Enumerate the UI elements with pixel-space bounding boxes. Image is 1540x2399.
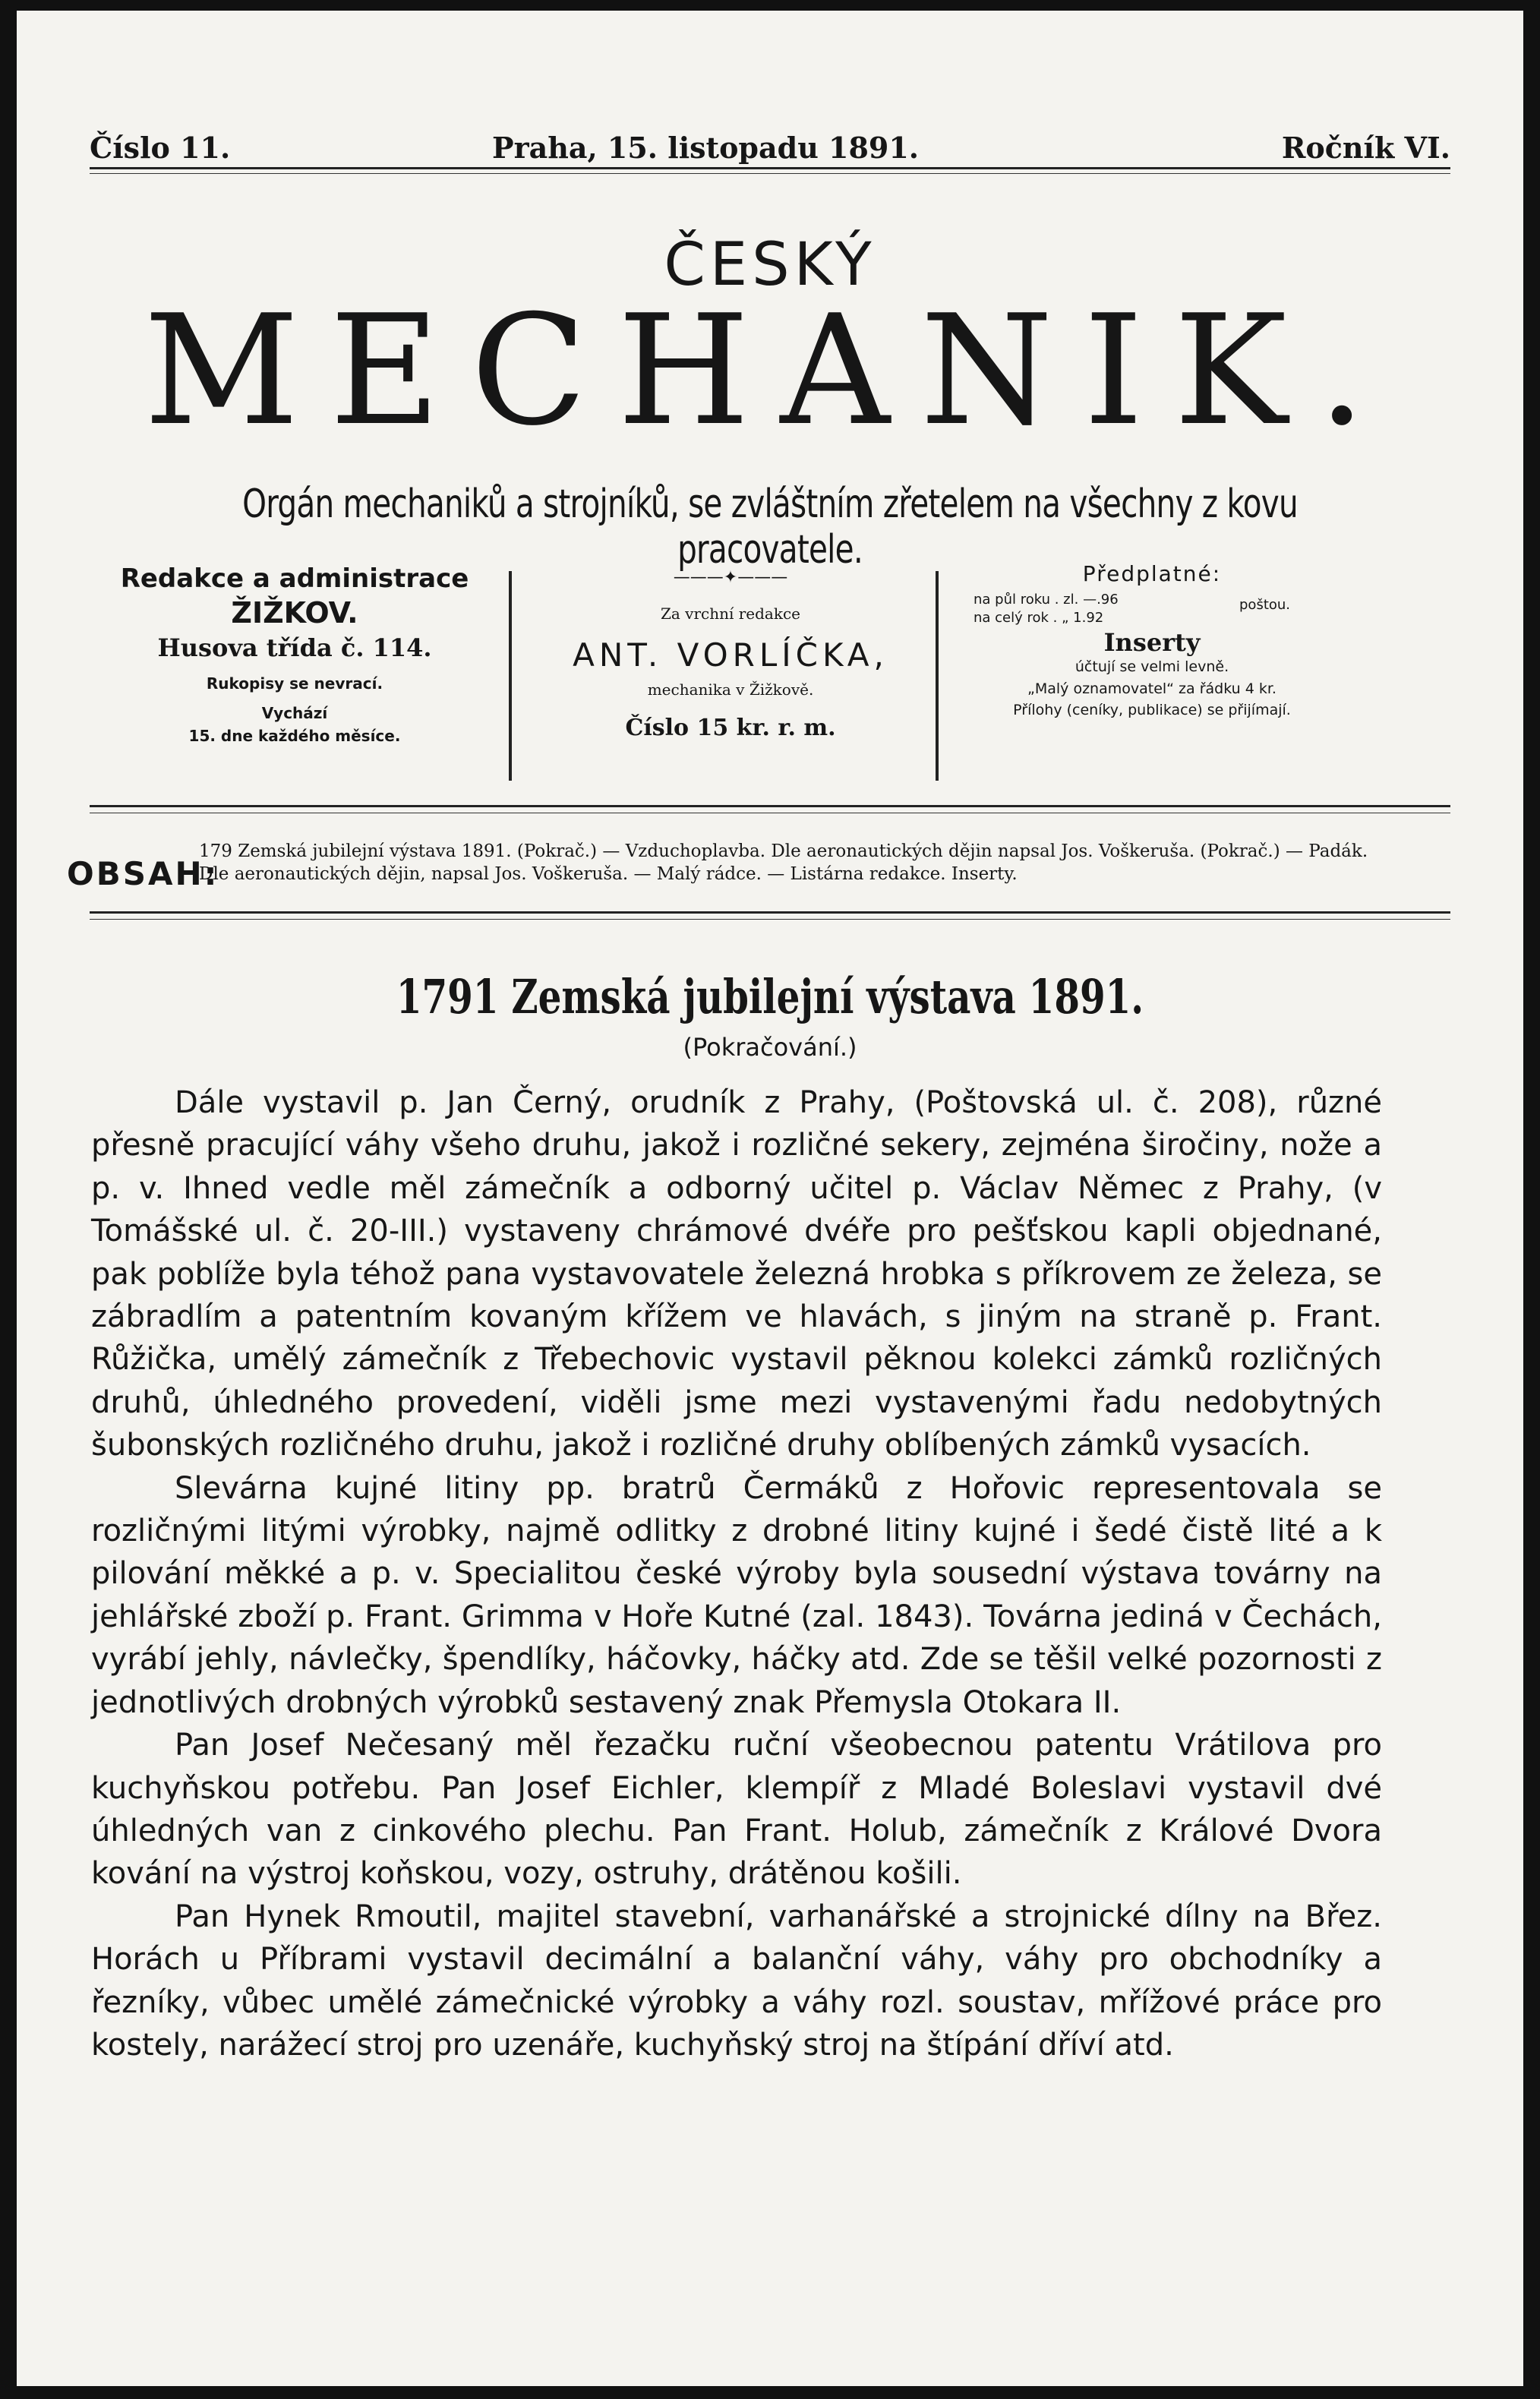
article-title: 1791 Zemská jubilejní výstava 1891.	[396, 969, 1144, 1024]
small-ads-note: „Malý oznamovatel“ za řádku 4 kr.	[1027, 680, 1276, 697]
admin-schedule-label: Vychází	[261, 704, 328, 722]
contents-text: 179 Zemská jubilejní výstava 1891. (Pokrač.) — Vzduchoplavba. Dle aeronautických dějin napsal Jos. Voškeruša. (Pokrač.) — Padák. Dle aeronautických dějin, napsal Jos. Voškeruša. — Malý rádce. — Listárna redakce. Inserty.	[199, 841, 1368, 884]
masthead-subtitle: Orgán mechaniků a strojníků, se zvláštním zřetelem na všechny z kovu pracovatele.	[242, 481, 1298, 573]
issue-price: Číslo 15 kr. r. m.	[625, 715, 836, 741]
article-paragraph: Pan Hynek Rmoutil, majitel stavební, varhanářské a strojnické dílny na Břez. Horách u Příbrami vystavil decimální a balanční váhy, váhy pro obchodníky a řezníky, vůbec umělé zámečnické výrobky a váhy rozl. soustav, mřížové práce pro kostely, narážecí stroj pro uzenáře, kuchyňský stroj na štípání dříví atd.	[91, 1899, 1382, 2063]
inserts-note: účtují se velmi levně.	[1075, 658, 1229, 675]
supplements-note: Přílohy (ceníky, publikace) se přijímají.	[1013, 702, 1291, 718]
column-divider-right	[936, 571, 939, 781]
admin-schedule-value: 15. dne každého měsíce.	[188, 727, 401, 745]
editor-name: ANT. VORLÍČKA,	[573, 636, 888, 674]
header-rule-thin	[90, 173, 1450, 174]
subscription-prices	[951, 588, 1353, 629]
admin-address: Husova třída č. 114.	[157, 633, 432, 662]
article-paragraph: Dále vystavil p. Jan Černý, orudník z Prahy, (Poštovská ul. č. 208), různé přesně pracující váhy všeho druhu, jakož i rozličné sekery, zejména širočiny, nože a p. v. Ihned vedle měl zámečník a odborný učitel p. Václav Němec z Prahy, (v Tomášské ul. č. 20-III.) vystaveny chrámové dvéře pro pešťskou kapli objednané, pak poblíže byla téhož pana vystavovatele železná hrobka s příkrovem ze železa, se zábradlím a patentním kovaným křížem ve hlavách, s jiným na straně p. Frant. Růžička, umělý zámečník z Třebechovic vystavil pěknou kolekci zámků rozličných druhů, úhledného provedení, viděli jsme mezi vystavenými řadu nedobytných šubonských rozličného druhu, jakož i rozličné druhy oblíbených zámků vysacích.	[91, 1085, 1382, 1463]
postage-note: poštou.	[1239, 597, 1291, 613]
masthead-title: MECHANIK.	[144, 283, 1396, 459]
inserts-heading: Inserty	[1103, 628, 1201, 657]
editor-block	[518, 565, 943, 752]
issue-date: Praha, 15. listopadu 1891.	[492, 131, 920, 165]
subscription-block	[951, 560, 1353, 720]
admin-block	[90, 562, 500, 747]
masthead-rule	[90, 805, 1450, 807]
subscription-heading: Předplatné:	[1082, 561, 1222, 586]
header-line	[90, 131, 1450, 165]
masthead-pretitle: ČESKÝ	[664, 231, 876, 299]
article-paragraph: Slevárna kujné litiny pp. bratrů Čermáků z Hořovic representovala se rozličnými litými výrobky, najmě odlitky z drobné litiny kujné i šedé čistě lité a k pilování měkké a p. v. Specialitou české výroby byla sousední výstava továrny na jehlářské zboží p. Frant. Grimma v Hoře Kutné (zal. 1843). Továrna jediná v Čechách, vyrábí jehly, návlečky, špendlíky, háčovky, háčky atd. Zde se těšil velké pozornosti z jednotlivých drobných výrobků sestavený znak Přemysla Otokara II.	[91, 1470, 1382, 1720]
price-full-year: na celý rok . „ 1.92	[974, 610, 1104, 626]
article-paragraph: Pan Josef Nečesaný měl řezačku ruční všeobecnou patentu Vrátilova pro kuchyňskou potřebu. Pan Josef Eichler, klempíř z Mladé Boleslavi vystavil dvé úhledných van z cinkového plechu. Pan Frant. Holub, zámečník z Králové Dvora kování na výstroj koňskou, vozy, ostruhy, drátěnou košili.	[91, 1728, 1382, 1892]
volume-number: Ročník VI.	[1281, 131, 1450, 165]
contents-label: OBSAH:	[67, 855, 219, 892]
admin-line: Redakce a administrace	[120, 563, 469, 594]
header-rule	[90, 167, 1450, 169]
ornament: ———✦———	[673, 568, 788, 587]
price-half-year: na půl roku . zl. —.96	[974, 592, 1119, 608]
editor-role: Za vrchní redakce	[660, 604, 801, 623]
article-subtitle: (Pokračování.)	[683, 1033, 857, 1062]
contents-rule-thin	[90, 919, 1450, 920]
contents-rule	[90, 911, 1450, 914]
issue-number: Číslo 11.	[90, 131, 231, 165]
admin-place: ŽIŽKOV.	[231, 596, 358, 630]
article-body	[91, 1081, 1382, 2066]
editor-occupation: mechanika v Žižkově.	[647, 680, 814, 699]
admin-note: Rukopisy se nevrací.	[206, 674, 383, 693]
newspaper-page	[17, 11, 1523, 2386]
column-divider-left	[509, 571, 512, 781]
